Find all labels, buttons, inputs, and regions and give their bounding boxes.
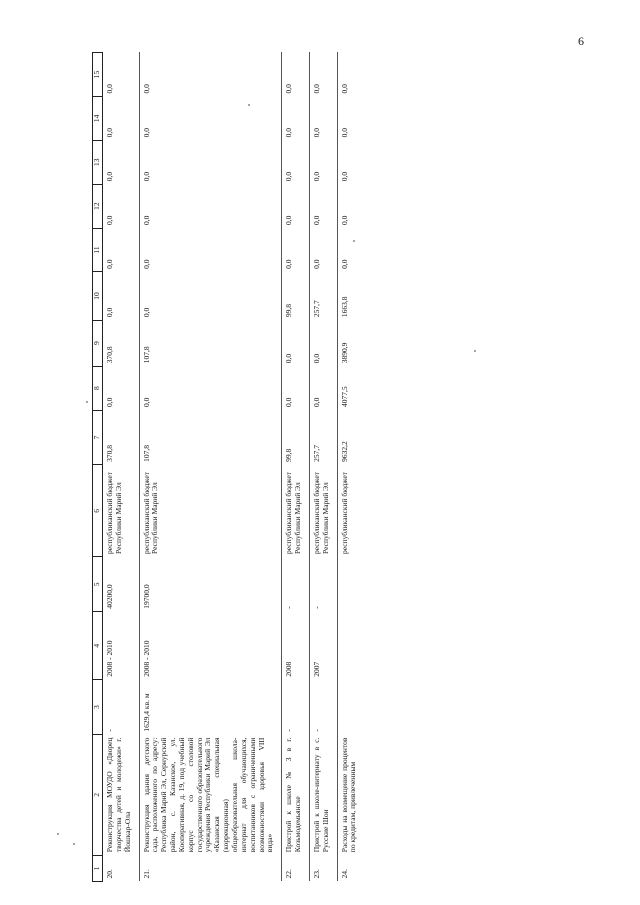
table-cell-col8: 0,0 <box>141 397 151 408</box>
table-cell-col12: 0,0 <box>311 215 321 226</box>
column-header-8: 8 <box>93 366 103 410</box>
column-header-5: 5 <box>93 557 103 612</box>
table-cell-col4 <box>337 612 364 680</box>
table-cell-col11: 0,0 <box>105 259 114 269</box>
scan-speck <box>73 843 75 845</box>
table-cell-col3 <box>337 680 364 735</box>
table-cell-col6: республиканский бюджет Республики Марий Эл <box>311 472 330 554</box>
table-cell-col12: 0,0 <box>284 215 294 226</box>
table-cell-col5: 19700,0 <box>141 584 151 609</box>
table-cell-col9: 0,0 <box>311 353 321 364</box>
table-cell-col9: 0,0 <box>284 353 294 364</box>
table-cell-col11: 0,0 <box>141 259 151 269</box>
table-cell-col4: 2007 <box>311 661 321 677</box>
table-cell-col10: 1663,8 <box>339 296 349 318</box>
table-cell-col9: 107,8 <box>141 346 151 364</box>
table-cell-col3: 1629,4 кв. м <box>141 693 151 732</box>
column-header-10: 10 <box>93 272 103 320</box>
table-cell-col6: республиканский бюджет Республики Марий Эл <box>284 472 303 554</box>
table-cell-col7: 99,8 <box>284 448 294 462</box>
table-cell-col2: Реконструкция здания детского сада, расположенного по адресу: Республика Марий Эл, Сернурский район, с. Казанское, ул. Кооперативная, д. 19, под учебный корпус со столовой государственного образовательного учреждения Республики Марий Эл «Казанская специальная (коррекционная) общеобразовательная школа-интернат для обучающихся, воспитанников с ограниченными возможностями здоровья VIII вида» <box>141 737 275 853</box>
table-cell-col10: 0,0 <box>105 307 114 318</box>
table-cell-col14: 0,0 <box>339 127 349 138</box>
table-cell-col14: 0,0 <box>105 127 114 138</box>
table-cell-col13: 0,0 <box>311 171 321 182</box>
column-header-9: 9 <box>93 320 103 366</box>
column-header-14: 14 <box>93 96 103 140</box>
table-cell-col5: - <box>284 606 294 609</box>
table-body <box>103 53 365 882</box>
table-cell-col8: 4077,5 <box>339 386 349 408</box>
table-cell-col2: Пристрой к школе № 3 в г. Козьмодемьянске <box>284 737 303 853</box>
table-cell-col1: 24. <box>339 869 349 879</box>
column-header-2: 2 <box>93 735 103 856</box>
scan-speck <box>57 833 59 835</box>
table-cell-col9: 370,8 <box>105 346 114 364</box>
table-cell-col14: 0,0 <box>284 127 294 138</box>
table-cell-col15: 0,0 <box>339 84 349 94</box>
column-header-3: 3 <box>93 680 103 735</box>
table-cell-col4: 2008 - 2010 <box>105 640 114 677</box>
table-row <box>139 53 282 882</box>
table-row <box>282 53 310 882</box>
budget-table <box>92 52 364 882</box>
table-cell-col12: 0,0 <box>105 215 114 226</box>
table-cell-col2: Пристрой к школе-интернату в с. Русские Шои <box>311 737 330 853</box>
table-cell-col11: 0,0 <box>284 259 294 269</box>
table-cell-col14: 0,0 <box>141 127 151 138</box>
table-cell-col1: 21. <box>141 869 151 879</box>
table-cell-col4: 2008 <box>284 661 294 677</box>
table-cell-col10: 99,8 <box>284 304 294 318</box>
table-cell-col15: 0,0 <box>141 84 151 94</box>
table-cell-col15: 0,0 <box>105 84 114 94</box>
column-header-6: 6 <box>93 465 103 557</box>
table-cell-col6: республиканский бюджет <box>339 472 349 554</box>
table-cell-col11: 0,0 <box>311 259 321 269</box>
table-cell-col8: 0,0 <box>284 397 294 408</box>
table-cell-col3: - <box>105 729 114 732</box>
table-cell-col9: 3890,9 <box>339 342 349 364</box>
table-cell-col6: республиканский бюджет Республики Марий Эл <box>141 472 160 554</box>
table-cell-col7: 370,8 <box>105 444 114 462</box>
column-header-13: 13 <box>93 140 103 184</box>
column-header-15: 15 <box>93 53 103 97</box>
table-row <box>103 53 140 882</box>
table-cell-col8: 0,0 <box>105 397 114 408</box>
column-header-11: 11 <box>93 228 103 272</box>
rotated-table-container <box>92 52 520 882</box>
table-cell-col5: - <box>311 606 321 609</box>
column-header-12: 12 <box>93 184 103 228</box>
table-cell-col2: Реконструкция МОУДО «Дворец творчества детей и молодежи» г. Йошкар-Ола <box>105 737 132 853</box>
table-cell-col5: 40200,0 <box>105 584 114 609</box>
table-cell-col15: 0,0 <box>284 84 294 94</box>
table-cell-col12: 0,0 <box>141 215 151 226</box>
table-cell-col13: 0,0 <box>141 171 151 182</box>
table-cell-col13: 0,0 <box>105 171 114 182</box>
table-cell-col2: Расходы на возмещение процентов по кредитам, привлеченным <box>339 737 358 853</box>
table-cell-col5 <box>337 557 364 612</box>
page-number: 6 <box>578 34 584 48</box>
table-header <box>93 53 103 882</box>
table-cell-col13: 0,0 <box>339 171 349 182</box>
column-header-1: 1 <box>93 855 103 881</box>
table-cell-col10: 257,7 <box>311 300 321 318</box>
column-header-7: 7 <box>93 410 103 465</box>
table-cell-col7: 257,7 <box>311 444 321 462</box>
table-cell-col3: - <box>311 729 321 732</box>
scan-speck <box>86 401 88 403</box>
table-cell-col10: 0,0 <box>141 307 151 318</box>
table-cell-col6: республиканский бюджет Республики Марий Эл <box>105 472 123 554</box>
table-cell-col7: 9632,2 <box>339 441 349 462</box>
table-cell-col13: 0,0 <box>284 171 294 182</box>
table-cell-col11: 0,0 <box>339 259 349 269</box>
table-cell-col3: - <box>284 729 294 732</box>
table-cell-col1: 20. <box>105 869 114 879</box>
scan-speck <box>248 104 250 106</box>
table-cell-col12: 0,0 <box>339 215 349 226</box>
scan-speck <box>353 240 355 242</box>
table-cell-col4: 2008 - 2010 <box>141 640 151 677</box>
table-cell-col1: 23. <box>311 869 321 879</box>
table-row <box>309 53 337 882</box>
table-cell-col7: 107,8 <box>141 444 151 462</box>
table-cell-col15: 0,0 <box>311 84 321 94</box>
table-cell-col8: 0,0 <box>311 397 321 408</box>
table-cell-col1: 22. <box>284 869 294 879</box>
table-row <box>337 53 364 882</box>
column-header-4: 4 <box>93 612 103 680</box>
scan-speck <box>474 350 476 352</box>
table-cell-col14: 0,0 <box>311 127 321 138</box>
